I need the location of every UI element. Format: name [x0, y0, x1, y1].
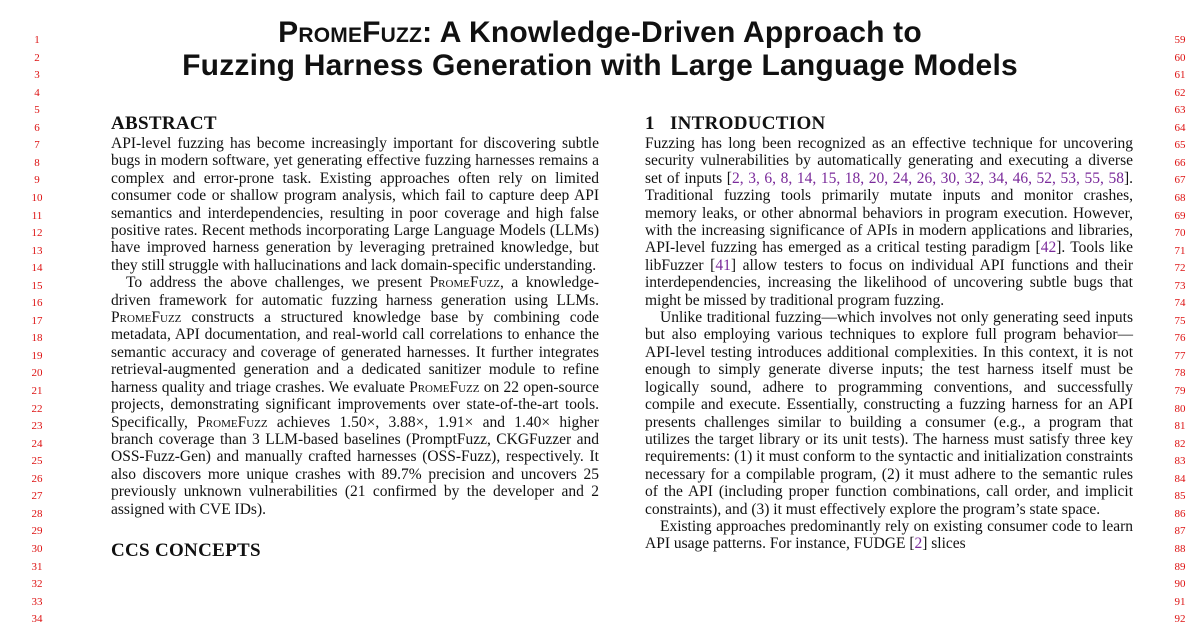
line-number: 11 [31, 209, 43, 222]
line-number: 8 [34, 156, 40, 169]
intro-paragraph-3: Existing approaches predominantly rely on existing consumer code to learn API usage patterns. For instance, FUDGE [2] slices [645, 517, 1133, 553]
line-number: 61 [1174, 69, 1186, 82]
line-number: 32 [31, 578, 43, 591]
line-number: 28 [31, 507, 43, 520]
line-number: 59 [1174, 34, 1186, 46]
line-number: 67 [1174, 174, 1186, 187]
line-number: 88 [1174, 542, 1186, 555]
line-number: 84 [1174, 472, 1186, 485]
line-number: 19 [31, 349, 43, 362]
line-number: 76 [1174, 332, 1186, 345]
line-number: 92 [1174, 613, 1186, 626]
line-number: 2 [34, 51, 40, 64]
line-number: 69 [1174, 209, 1186, 222]
ccs-concepts-heading: CCS CONCEPTS [111, 539, 261, 561]
intro-paragraph-1: Fuzzing has long been recognized as an effective technique for uncovering security vulnerabilities by automatically generating and executing a diverse set of inputs [2, 3, 6, 8, 14, 15, 18, 20, 24, 26, 30, 32, 34, 46, 52, 53, 55, 58]. Traditional fuzzing tools primarily mutate inputs and monitor crashes, memory leaks, or other abnormal behaviors in program execution. However, with the increasing significance of APIs in modern applications and libraries, API-level fuzzing has emerged as a critical testing paradigm [42]. Tools like libFuzzer [41] allow testers to focus on individual API functions and their interdependencies, increasing the likelihood of uncovering subtle bugs that might be missed by traditional program fuzzing. [645, 135, 1134, 309]
line-number: 26 [31, 472, 43, 485]
abstract-paragraph-2: To address the above challenges, we present PromeFuzz, a knowledge-driven framework for automatic fuzzing harness generation using LLMs. PromeFuzz constructs a structured knowledge base by combining code metadata, API documentation, and real-world call correlations to enhance the semantic accuracy and coverage of generated harnesses. It further integrates retrieval-augmented generation and a dedicated sanitizer module to refine harness quality and triage crashes. We evaluate PromeFuzz on 22 open-source projects, demonstrating significant improvements over state-of-the-art tools. Specifically, PromeFuzz achieves 1.50×, 3.88×, 1.91× and 1.40× higher branch coverage than 3 LLM-based baselines (PromptFuzz, CKGFuzzer and OSS-Fuzz-Gen) and manually crafted harnesses (OSS-Fuzz), respectively. It also discovers more unique crashes with 89.7% precision and uncovers 25 previously unknown vulnerabilities (21 confirmed by the developer and 2 assigned with CVE IDs). [111, 274, 599, 518]
line-number: 68 [1174, 191, 1186, 204]
title-line-2: Fuzzing Harness Generation with Large Language Models [182, 49, 1018, 82]
line-number: 89 [1174, 560, 1186, 573]
line-number: 64 [1174, 121, 1186, 134]
line-number: 29 [31, 525, 43, 538]
line-number: 1 [34, 34, 40, 46]
intro-paragraph-2: Unlike traditional fuzzing—which involves not only generating seed inputs but also employing various techniques to explore full program behavior—API-level testing introduces additional complexities. In this context, it is not enough to simply generate diverse inputs; the test harness itself must be logically sound, adhere to programming conventions, and successfully compile and execute. Essentially, constructing a fuzzing harness for an API presents challenges similar to building a consumer (e.g., a program that utilizes the target library or its unit tests). The harness must satisfy three key requirements: (1) it must conform to the syntactic and initialization constraints necessary for a compilable program, (2) it must adhere to the semantic rules of the API (including proper function combinations, call order, and implicit constraints), and (3) it must effectively explore the program’s state space. [645, 309, 1133, 518]
line-number: 30 [31, 542, 43, 555]
line-number: 90 [1174, 578, 1186, 591]
line-number: 63 [1174, 104, 1186, 117]
line-number: 71 [1174, 244, 1186, 257]
line-number: 21 [31, 385, 43, 397]
line-number: 15 [31, 279, 43, 292]
line-number: 66 [1174, 156, 1186, 169]
line-number: 14 [31, 262, 43, 275]
line-number: 78 [1174, 367, 1186, 380]
abstract-heading: ABSTRACT [111, 113, 217, 134]
line-number: 23 [31, 420, 43, 433]
line-number: 65 [1174, 139, 1186, 152]
line-number: 79 [1174, 385, 1186, 397]
line-number: 91 [1174, 595, 1186, 608]
line-number: 62 [1174, 86, 1186, 99]
line-number: 4 [34, 86, 40, 99]
line-number: 70 [1174, 227, 1186, 240]
line-number: 86 [1174, 507, 1186, 520]
line-number: 77 [1174, 349, 1186, 362]
line-number: 22 [31, 402, 43, 415]
line-number: 81 [1174, 420, 1186, 433]
tool-name: PromeFuzz [278, 16, 423, 49]
title-line-1: PromeFuzz: A Knowledge-Driven Approach to [278, 16, 922, 49]
line-number: 83 [1174, 455, 1186, 468]
line-number: 13 [31, 244, 43, 257]
line-number: 75 [1174, 314, 1186, 327]
line-number: 74 [1174, 297, 1186, 310]
line-number: 16 [31, 297, 43, 310]
line-number: 80 [1174, 402, 1186, 415]
line-number: 33 [31, 595, 43, 608]
line-number: 24 [31, 437, 43, 450]
line-number: 85 [1174, 490, 1186, 503]
introduction-heading: 1 INTRODUCTION [645, 113, 826, 134]
line-number: 3 [34, 69, 40, 82]
line-number: 60 [1174, 51, 1186, 64]
left-column [111, 113, 599, 562]
line-number: 6 [34, 121, 40, 134]
line-number: 82 [1174, 437, 1186, 450]
line-number: 7 [34, 139, 40, 152]
abstract-paragraph-1: API-level fuzzing has become increasingly important for discovering subtle bugs in modern software, yet generating effective fuzzing harnesses remains a complex and error-prone task. Existing approaches often rely on limited consumer code or shallow program analysis, which fail to capture deep API semantics and interdependencies, resulting in poor coverage and high false positive rates. Recent methods incorporating Large Language Models (LLMs) have improved harness generation by leveraging pretrained knowledge, but they still struggle with hallucinations and lack domain-specific understanding. [111, 135, 599, 274]
line-number: 18 [31, 332, 43, 345]
paper-title [0, 16, 1200, 82]
line-number: 73 [1174, 279, 1186, 292]
line-number: 31 [31, 560, 43, 573]
right-column [645, 113, 1133, 553]
citation-link[interactable]: 2 [914, 535, 923, 553]
citation-link[interactable]: 42 [1040, 239, 1057, 257]
line-number: 10 [31, 191, 43, 204]
citation-link[interactable]: 2, 3, 6, 8, 14, 15, 18, 20, 24, 26, 30, 32, 34, 46, 52, 53, 55, 58 [731, 169, 1124, 187]
line-number: 27 [31, 490, 43, 503]
line-number: 17 [31, 314, 43, 327]
line-number: 5 [34, 104, 40, 117]
line-number: 12 [31, 227, 43, 240]
line-number: 72 [1174, 262, 1186, 275]
line-number: 9 [34, 174, 40, 187]
line-number: 87 [1174, 525, 1186, 538]
line-number: 34 [31, 613, 43, 626]
citation-link[interactable]: 41 [715, 256, 731, 274]
line-number: 25 [31, 455, 43, 468]
line-number: 20 [31, 367, 43, 380]
